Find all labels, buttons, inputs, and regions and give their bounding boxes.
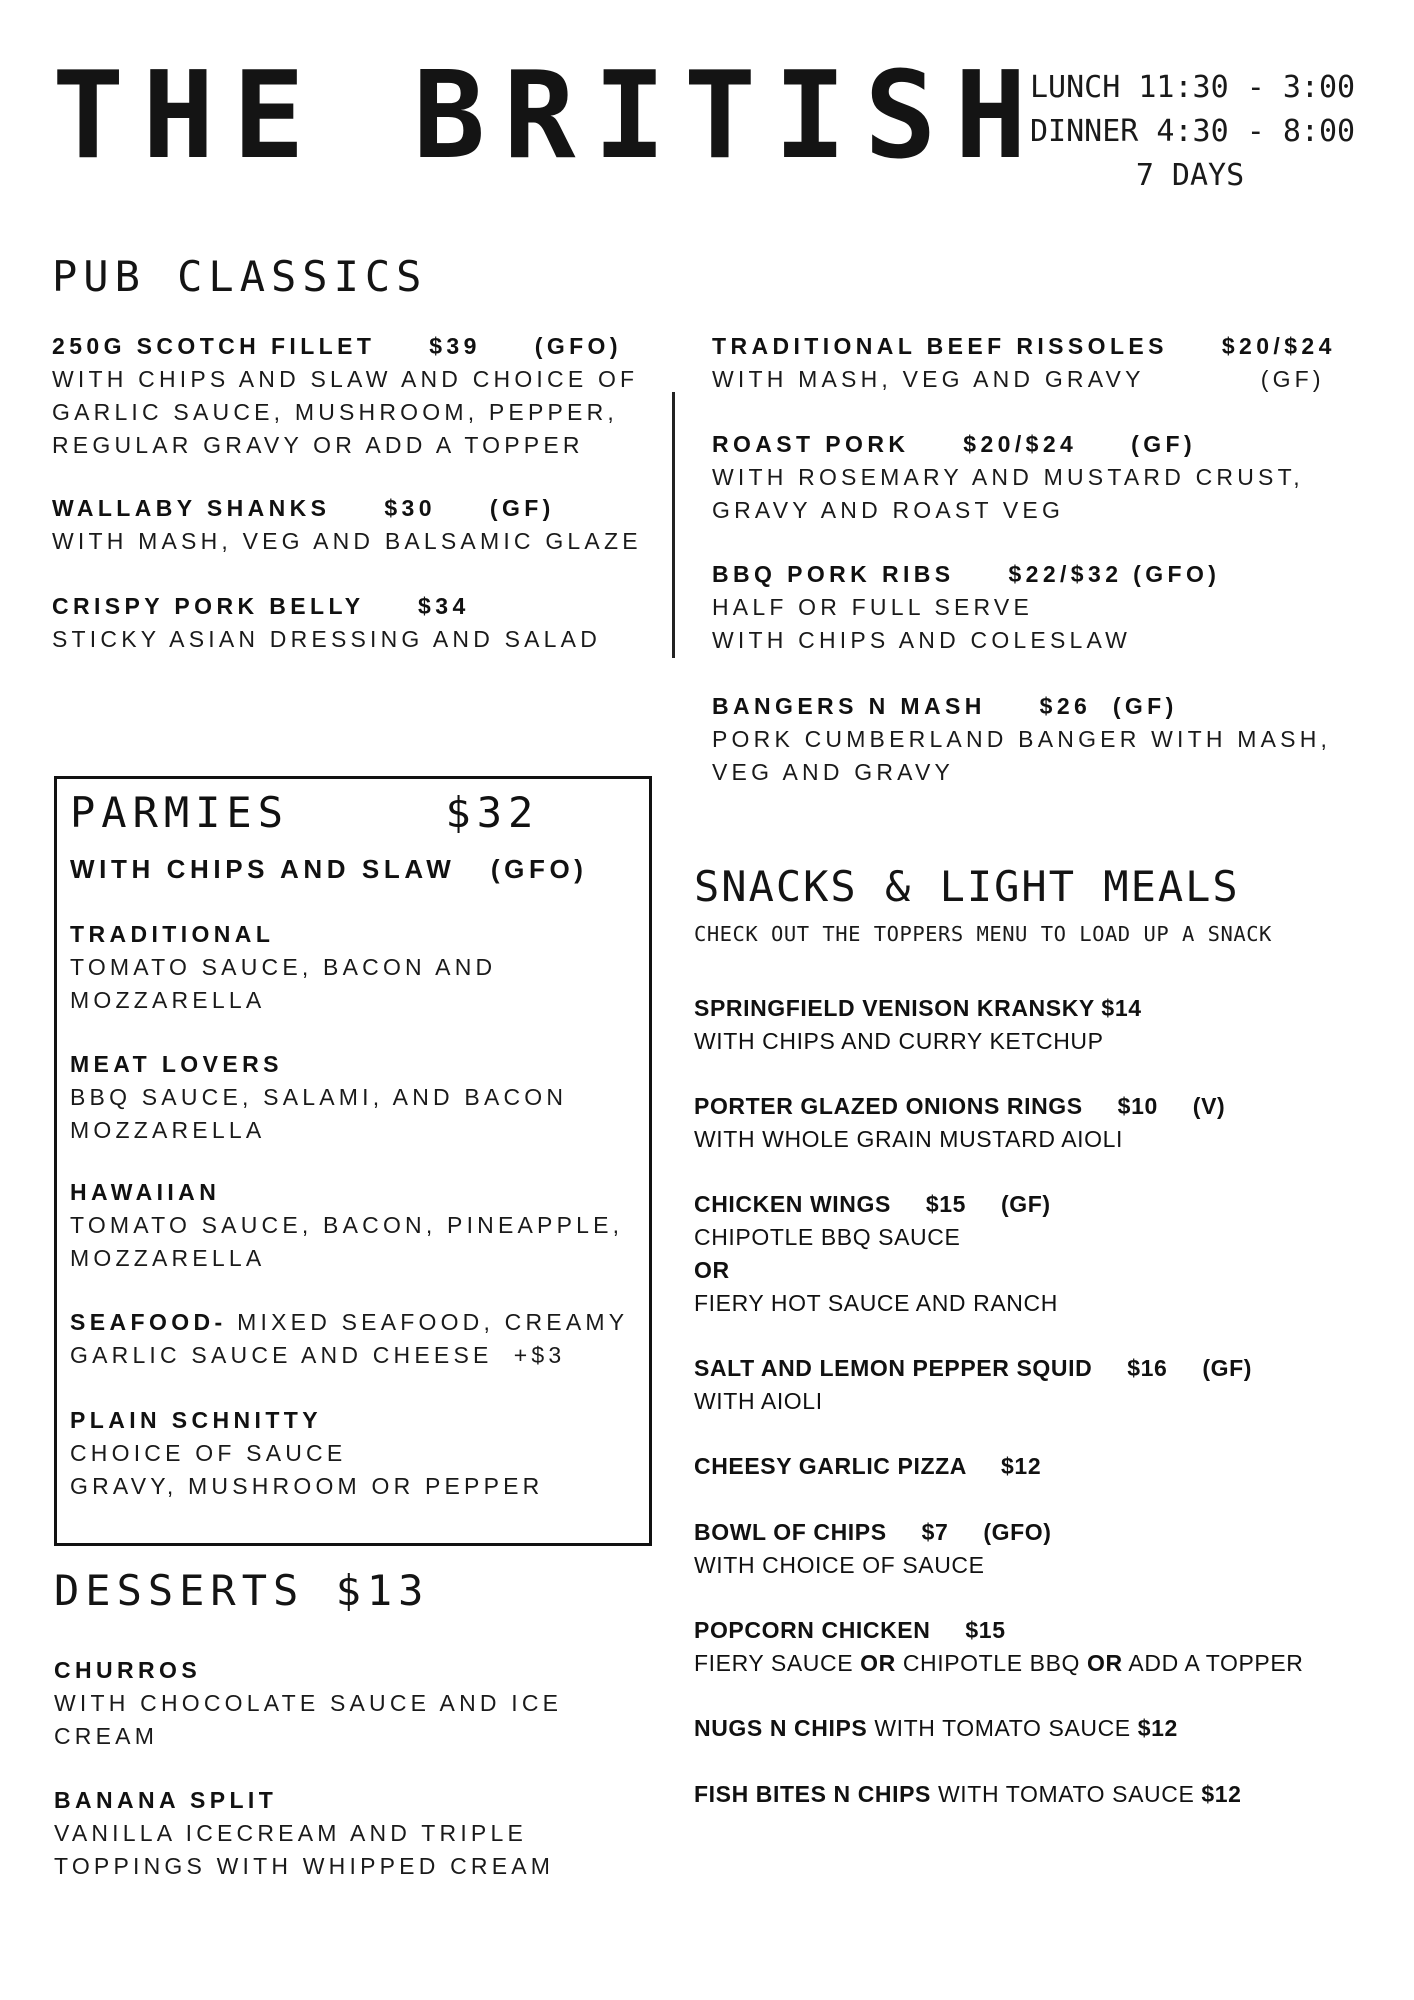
item-desc: BBQ SAUCE, SALAMI, AND BACON [70,1084,568,1110]
dessert-banana-split [54,1784,674,1883]
item-desc: WITH CHIPS AND SLAW AND CHOICE OF [52,366,639,392]
item-desc: WITH CHOCOLATE SAUCE AND ICE [54,1690,563,1716]
item-desc: VANILLA ICECREAM AND TRIPLE [54,1820,527,1846]
item-desc: WITH CHOICE OF SAUCE [694,1552,985,1578]
item-desc: CHOICE OF SAUCE [70,1440,347,1466]
item-name: MEAT LOVERS [70,1051,283,1077]
menu-item-bangers-n-mash [712,690,1372,789]
snack-bowl-of-chips [694,1516,1052,1582]
opening-hours [1030,66,1356,198]
item-name: POPCORN CHICKEN $15 [694,1617,1006,1643]
item-desc: GARLIC SAUCE AND CHEESE +$3 [70,1342,566,1368]
item-name: SEAFOOD- [70,1309,227,1335]
snack-nugs-n-chips [694,1712,1178,1745]
item-name: CRISPY PORK BELLY $34 [52,593,470,619]
desserts-title: DESSERTS $13 [54,1566,430,1615]
item-desc: STICKY ASIAN DRESSING AND SALAD [52,626,602,652]
snack-onion-rings [694,1090,1225,1156]
item-desc: MOZZARELLA [70,1245,266,1271]
menu-item-bbq-pork-ribs [712,558,1372,657]
desc-part: FIERY SAUCE [694,1650,861,1676]
snack-venison-kransky [694,992,1142,1058]
menu-item-roast-pork [712,428,1372,527]
item-desc: FIERY HOT SAUCE AND RANCH [694,1290,1058,1316]
restaurant-title: THE BRITISH [52,47,1045,186]
item-desc [694,1647,1304,1680]
snack-fish-bites [694,1778,1242,1811]
parmies-subtitle: WITH CHIPS AND SLAW (GFO) [70,854,588,884]
lunch-hours: LUNCH 11:30 - 3:00 [1030,70,1356,105]
item-name: ROAST PORK $20/$24 (GF) [712,431,1197,457]
menu-item-beef-rissoles [712,330,1372,396]
item-desc: VEG AND GRAVY [712,759,955,785]
item-desc: WITH CHIPS AND COLESLAW [712,627,1132,653]
item-desc: MOZZARELLA [70,1117,266,1143]
item-name: CHEESY GARLIC PIZZA $12 [694,1453,1042,1479]
item-price: $12 [1201,1781,1242,1807]
item-name: BBQ PORK RIBS $22/$32 (GFO) [712,561,1221,587]
item-name: PORTER GLAZED ONIONS RINGS $10 (V) [694,1093,1226,1119]
item-name: CHURROS [54,1657,202,1683]
item-desc: WITH ROSEMARY AND MUSTARD CRUST, [712,464,1304,490]
item-name: SPRINGFIELD VENISON KRANSKY $14 [694,995,1142,1021]
item-desc: WITH WHOLE GRAIN MUSTARD AIOLI [694,1126,1124,1152]
item-desc: WITH MASH, VEG AND GRAVY (GF) [712,366,1325,392]
snack-squid [694,1352,1252,1418]
item-desc: HALF OR FULL SERVE [712,594,1034,620]
parmy-seafood [70,1306,640,1372]
item-or: OR [694,1257,730,1283]
menu-item-wallaby-shanks [52,492,672,558]
item-desc: GRAVY AND ROAST VEG [712,497,1065,523]
desc-or: OR [860,1650,896,1676]
item-name: PLAIN SCHNITTY [70,1407,322,1433]
parmy-plain-schnitty [70,1404,640,1503]
item-desc: TOMATO SAUCE, BACON, PINEAPPLE, [70,1212,624,1238]
item-desc: WITH TOMATO SAUCE [867,1715,1138,1741]
item-desc: WITH TOMATO SAUCE [931,1781,1202,1807]
snacks-note: CHECK OUT THE TOPPERS MENU TO LOAD UP A SNACK [694,922,1272,946]
item-price: $12 [1137,1715,1178,1741]
parmy-traditional [70,918,640,1017]
snacks-title: SNACKS & LIGHT MEALS [694,862,1240,911]
item-desc: GARLIC SAUCE, MUSHROOM, PEPPER, [52,399,618,425]
parmy-hawaiian [70,1176,640,1275]
item-inline-desc: MIXED SEAFOOD, CREAMY [226,1309,629,1335]
item-name: TRADITIONAL [70,921,275,947]
item-desc: MOZZARELLA [70,987,266,1013]
item-desc: WITH MASH, VEG AND BALSAMIC GLAZE [52,528,642,554]
item-name: NUGS N CHIPS [694,1715,868,1741]
item-name: 250G SCOTCH FILLET $39 (GFO) [52,333,622,359]
snack-popcorn-chicken [694,1614,1304,1680]
menu-item-scotch-fillet [52,330,672,462]
item-name: WALLABY SHANKS $30 (GF) [52,495,555,521]
item-desc: CREAM [54,1723,159,1749]
snack-chicken-wings [694,1188,1058,1320]
item-desc: WITH CHIPS AND CURRY KETCHUP [694,1028,1104,1054]
parmy-meat-lovers [70,1048,640,1147]
dinner-hours: DINNER 4:30 - 8:00 [1030,114,1356,149]
item-desc: PORK CUMBERLAND BANGER WITH MASH, [712,726,1332,752]
item-name: FISH BITES N CHIPS [694,1781,931,1807]
column-divider [672,392,675,658]
desc-or: OR [1087,1650,1123,1676]
item-name: CHICKEN WINGS $15 (GF) [694,1191,1051,1217]
item-desc: TOMATO SAUCE, BACON AND [70,954,497,980]
parmies-title: PARMIES $32 [70,788,540,837]
desc-part: CHIPOTLE BBQ [895,1650,1087,1676]
item-desc: WITH AIOLI [694,1388,823,1414]
item-desc: TOPPINGS WITH WHIPPED CREAM [54,1853,555,1879]
item-name: TRADITIONAL BEEF RISSOLES $20/$24 [712,333,1336,359]
item-name: BOWL OF CHIPS $7 (GFO) [694,1519,1052,1545]
snack-garlic-pizza [694,1450,1041,1483]
desc-part: ADD A TOPPER [1122,1650,1304,1676]
days-open: 7 DAYS [1135,158,1245,193]
dessert-churros [54,1654,674,1753]
item-name: BANANA SPLIT [54,1787,278,1813]
item-desc: GRAVY, MUSHROOM OR PEPPER [70,1473,544,1499]
item-name: SALT AND LEMON PEPPER SQUID $16 (GF) [694,1355,1253,1381]
item-desc: CHIPOTLE BBQ SAUCE [694,1224,961,1250]
item-name: HAWAIIAN [70,1179,221,1205]
item-desc: REGULAR GRAVY OR ADD A TOPPER [52,432,584,458]
menu-item-crispy-pork-belly [52,590,672,656]
item-name: BANGERS N MASH $26 (GF) [712,693,1178,719]
pub-classics-title: PUB CLASSICS [52,252,428,301]
